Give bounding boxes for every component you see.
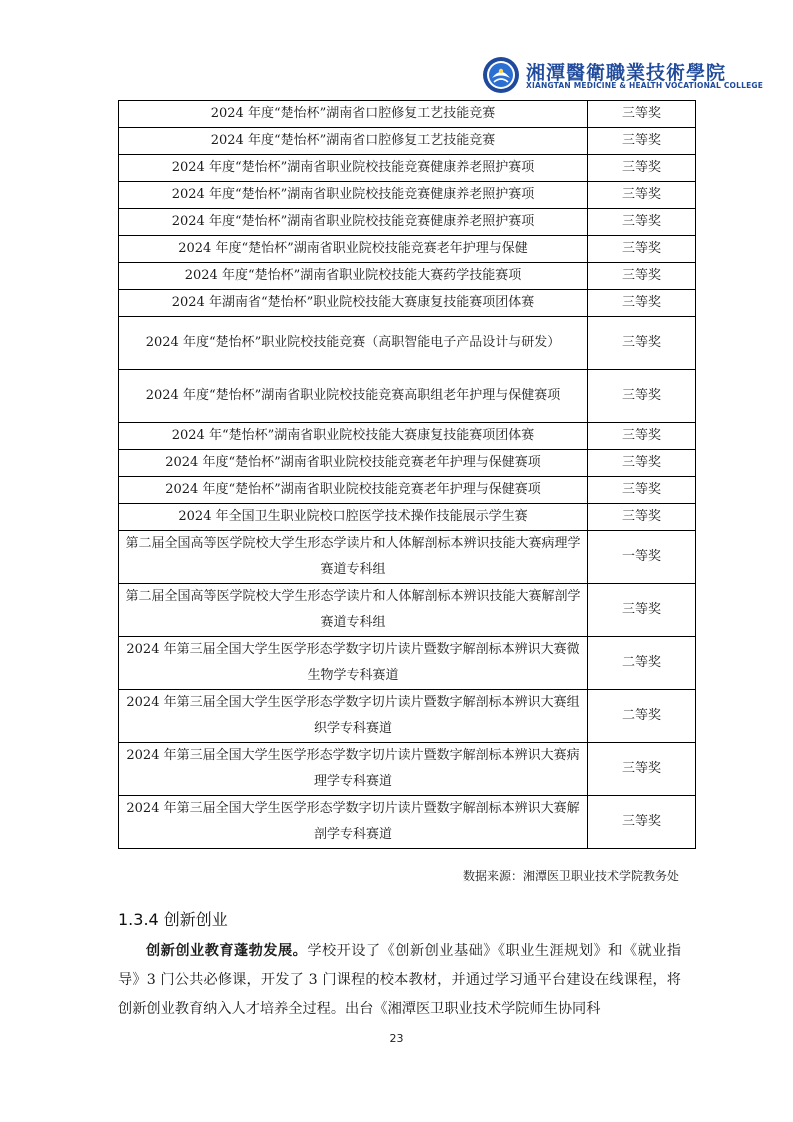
award-level: 三等奖: [588, 477, 696, 504]
awards-table: [118, 100, 696, 849]
body-paragraph: [118, 937, 681, 1024]
competition-name: 2024 年全国卫生职业院校口腔医学技术操作技能展示学生赛: [119, 504, 588, 531]
table-row: [119, 504, 696, 531]
table-row: [119, 637, 696, 690]
award-level: 三等奖: [588, 101, 696, 128]
competition-name: 2024 年第三届全国大学生医学形态学数字切片读片暨数字解剖标本辨识大赛组织学专科赛道: [119, 690, 588, 743]
award-level: 三等奖: [588, 209, 696, 236]
logo-english-name: XIANGTAN MEDICINE & HEALTH VOCATIONAL COLLEGE: [526, 81, 764, 90]
award-level: 三等奖: [588, 370, 696, 423]
competition-name: 2024 年度“楚怡杯”湖南省职业院校技能竞赛健康养老照护赛项: [119, 155, 588, 182]
award-level: 三等奖: [588, 263, 696, 290]
competition-name: 2024 年第三届全国大学生医学形态学数字切片读片暨数字解剖标本辨识大赛微生物学专科赛道: [119, 637, 588, 690]
competition-name: 2024 年“楚怡杯”湖南省职业院校技能大赛康复技能赛项团体赛: [119, 423, 588, 450]
award-level: 三等奖: [588, 796, 696, 849]
award-level: 三等奖: [588, 504, 696, 531]
award-level: 三等奖: [588, 743, 696, 796]
competition-name: 2024 年度“楚怡杯”湖南省口腔修复工艺技能竞赛: [119, 128, 588, 155]
competition-name: 2024 年第三届全国大学生医学形态学数字切片读片暨数字解剖标本辨识大赛病理学专科赛道: [119, 743, 588, 796]
award-level: 三等奖: [588, 584, 696, 637]
award-level: 三等奖: [588, 182, 696, 209]
table-row: [119, 370, 696, 423]
competition-name: 2024 年度“楚怡杯”湖南省职业院校技能大赛药学技能赛项: [119, 263, 588, 290]
section-body: [118, 937, 681, 1024]
competition-name: 2024 年第三届全国大学生医学形态学数字切片读片暨数字解剖标本辨识大赛解剖学专科赛道: [119, 796, 588, 849]
competition-name: 2024 年度“楚怡杯”湖南省职业院校技能竞赛老年护理与保健赛项: [119, 450, 588, 477]
award-level: 一等奖: [588, 531, 696, 584]
paragraph-text: 学校开设了《创新创业基础》《职业生涯规划》和《就业指导》3 门公共必修课，开发了 3 门课程的校本教材，并通过学习通平台建设在线课程，将创新创业教育纳入人才培养全过程。出台《湘潭医卫职业技术学院师生协同科: [118, 943, 681, 1017]
table-row: [119, 796, 696, 849]
award-level: 三等奖: [588, 450, 696, 477]
table-row: [119, 209, 696, 236]
logo-chinese-name: 湘潭醫衛職業技術學院: [526, 62, 727, 84]
award-level: 三等奖: [588, 128, 696, 155]
competition-name: 2024 年度“楚怡杯”湖南省职业院校技能竞赛老年护理与保健赛项: [119, 477, 588, 504]
table-row: [119, 128, 696, 155]
competition-name: 2024 年度“楚怡杯”湖南省职业院校技能竞赛老年护理与保健: [119, 236, 588, 263]
section-heading: 1.3.4 创新创业: [118, 910, 228, 929]
competition-name: 第二届全国高等医学院校大学生形态学读片和人体解剖标本辨识技能大赛解剖学赛道专科组: [119, 584, 588, 637]
award-level: 三等奖: [588, 317, 696, 370]
table-row: [119, 743, 696, 796]
table-row: [119, 450, 696, 477]
competition-name: 2024 年度“楚怡杯”职业院校技能竞赛（高职智能电子产品设计与研发）: [119, 317, 588, 370]
award-level: 三等奖: [588, 423, 696, 450]
table-row: [119, 584, 696, 637]
competition-name: 2024 年度“楚怡杯”湖南省职业院校技能竞赛高职组老年护理与保健赛项: [119, 370, 588, 423]
paragraph-lead: 创新创业教育蓬勃发展。: [146, 943, 308, 959]
competition-name: 第二届全国高等医学院校大学生形态学读片和人体解剖标本辨识技能大赛病理学赛道专科组: [119, 531, 588, 584]
table-row: [119, 290, 696, 317]
competition-name: 2024 年度“楚怡杯”湖南省口腔修复工艺技能竞赛: [119, 101, 588, 128]
college-seal-icon: [482, 56, 520, 94]
table-row: [119, 423, 696, 450]
table-row: [119, 317, 696, 370]
data-source-note: 数据来源：湘潭医卫职业技术学院教务处: [462, 869, 679, 883]
table-row: [119, 155, 696, 182]
award-level: 二等奖: [588, 690, 696, 743]
table-row: [119, 531, 696, 584]
college-logo: [482, 56, 764, 96]
award-level: 三等奖: [588, 290, 696, 317]
competition-name: 2024 年湖南省“楚怡杯”职业院校技能大赛康复技能赛项团体赛: [119, 290, 588, 317]
competition-name: 2024 年度“楚怡杯”湖南省职业院校技能竞赛健康养老照护赛项: [119, 182, 588, 209]
competition-name: 2024 年度“楚怡杯”湖南省职业院校技能竞赛健康养老照护赛项: [119, 209, 588, 236]
award-level: 二等奖: [588, 637, 696, 690]
table-row: [119, 236, 696, 263]
table-row: [119, 182, 696, 209]
award-level: 三等奖: [588, 236, 696, 263]
page-number: 23: [389, 1032, 404, 1045]
table-row: [119, 101, 696, 128]
table-row: [119, 690, 696, 743]
award-level: 三等奖: [588, 155, 696, 182]
table-row: [119, 263, 696, 290]
table-row: [119, 477, 696, 504]
